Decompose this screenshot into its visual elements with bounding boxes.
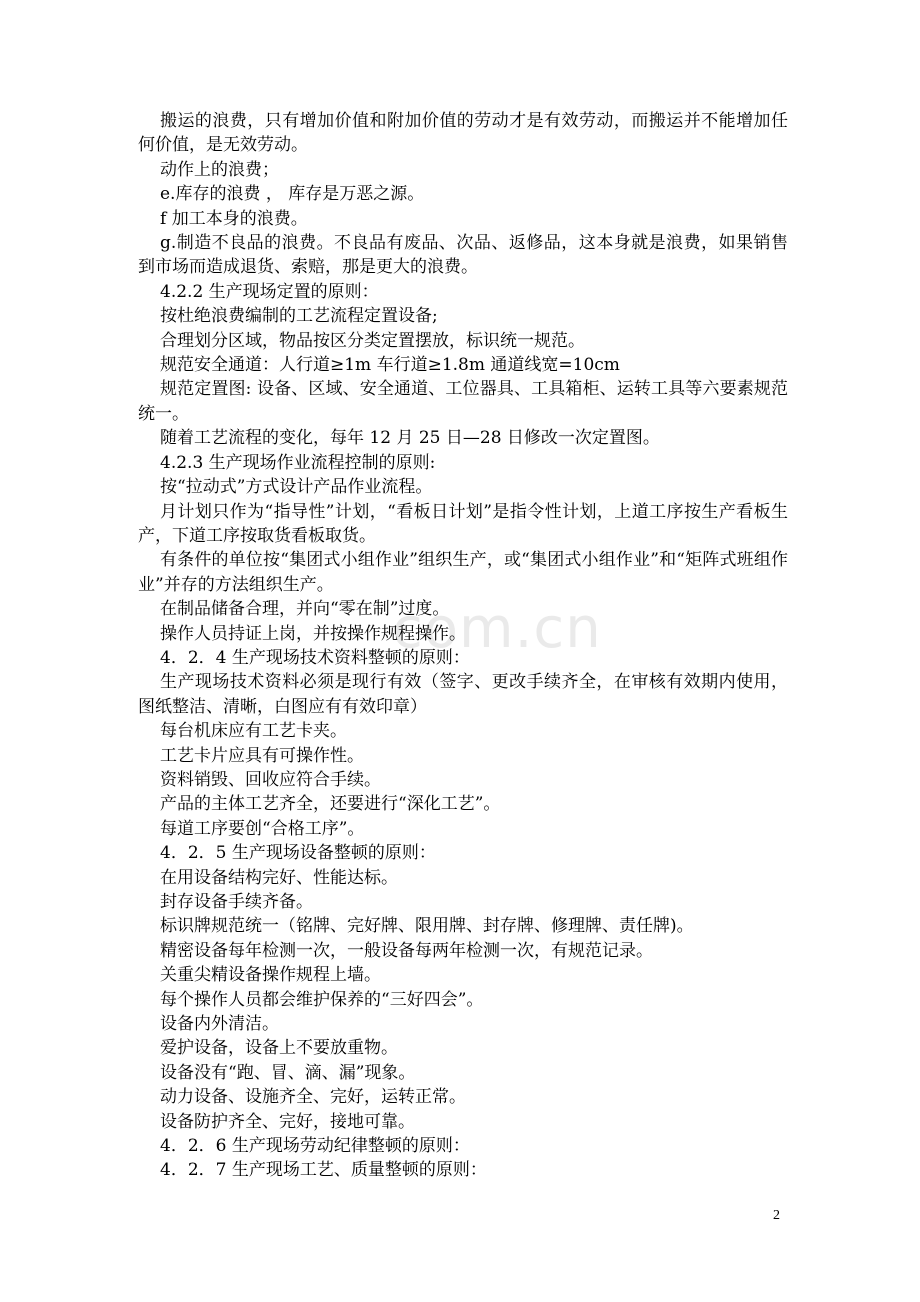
paragraph: 月计划只作为“指导性”计划，“看板日计划”是指令性计划，上道工序按生产看板生产，下道工序按取货看板取货。: [138, 501, 788, 546]
paragraph: 合理划分区域，物品按区分类定置摆放，标识统一规范。: [160, 330, 585, 351]
paragraph: 封存设备手续齐备。: [160, 892, 313, 912]
paragraph: 标识牌规范统一（铭牌、完好牌、限用牌、封存牌、修理牌、责任牌)。: [160, 916, 694, 937]
paragraph: 精密设备每年检测一次，一般设备每两年检测一次，有规范记录。: [160, 940, 653, 961]
section-heading: 4.2.2 生产现场定置的原则：: [160, 281, 379, 302]
paragraph: 设备内外清洁。: [160, 1014, 279, 1035]
paragraph: 爱护设备，设备上不要放重物。: [160, 1038, 398, 1059]
paragraph: 按杜绝浪费编制的工艺流程定置设备;: [160, 306, 438, 327]
paragraph: g.制造不良品的浪费。不良品有废品、次品、返修品，这本身就是浪费，如果销售到市场而造成退货、索赔，那是更大的浪费。: [138, 233, 788, 278]
section-heading: 4．2．5 生产现场设备整顿的原则：: [160, 843, 436, 864]
paragraph: f 加工本身的浪费。: [160, 208, 308, 229]
paragraph: 每个操作人员都会维护保养的“三好四会”。: [160, 989, 484, 1010]
paragraph: 产品的主体工艺齐全，还要进行“深化工艺”。: [160, 794, 501, 815]
paragraph: 规范定置图: 设备、区域、安全通道、工位器具、工具箱柜、运转工具等六要素规范统一。: [138, 379, 788, 424]
paragraph: e.库存的浪费 ， 库存是万恶之源。: [160, 184, 425, 205]
paragraph: 规范安全通道：人行道≥1m 车行道≥1.8m 通道线宽=10cm: [160, 355, 620, 376]
paragraph: 资料销毁、回收应符合手续。: [160, 769, 381, 790]
section-heading: 4．2．4 生产现场技术资料整顿的原则：: [160, 647, 470, 668]
paragraph: 动力设备、设施齐全、完好，运转正常。: [160, 1087, 466, 1108]
paragraph: 在用设备结构完好、性能达标。: [160, 867, 398, 888]
paragraph: 动作上的浪费；: [160, 159, 279, 180]
paragraph: 每台机床应有工艺卡夹。: [160, 721, 347, 742]
section-heading: 4．2．6 生产现场劳动纪律整顿的原则：: [160, 1136, 470, 1157]
paragraph: 随着工艺流程的变化，每年 12 月 25 日—28 日修改一次定置图。: [160, 428, 660, 449]
paragraph: 搬运的浪费，只有增加价值和附加价值的劳动才是有效劳动，而搬运并不能增加任何价值，是无效劳动。: [138, 111, 788, 156]
page-number: 2: [773, 1208, 780, 1223]
paragraph: 有条件的单位按“集团式小组作业”组织生产，或“集团式小组作业”和“矩阵式班组作业”并存的方法组织生产。: [138, 550, 788, 595]
paragraph: 按“拉动式”方式设计产品作业流程。: [160, 477, 433, 498]
section-heading: 4.2.3 生产现场作业流程控制的原则:: [160, 452, 436, 473]
paragraph: 每道工序要创“合格工序”。: [160, 818, 365, 839]
paragraph: 设备防护齐全、完好，接地可靠。: [160, 1111, 415, 1132]
paragraph: 关重尖精设备操作规程上墙。: [160, 965, 381, 986]
section-heading: 4．2．7 生产现场工艺、质量整顿的原则：: [160, 1160, 487, 1181]
paragraph: 生产现场技术资料必须是现行有效（签字、更改手续齐全，在审核有效期内使用，图纸整洁、清晰，白图应有有效印章）: [138, 672, 788, 717]
paragraph: 设备没有“跑、冒、滴、漏”现象。: [160, 1062, 416, 1083]
paragraph: 在制品储备合理，并向“零在制”过度。: [160, 599, 450, 620]
paragraph: 操作人员持证上岗，并按操作规程操作。: [160, 623, 466, 644]
document-body: [138, 109, 788, 1183]
watermark: com.cn: [392, 596, 602, 661]
paragraph: 工艺卡片应具有可操作性。: [160, 745, 364, 766]
